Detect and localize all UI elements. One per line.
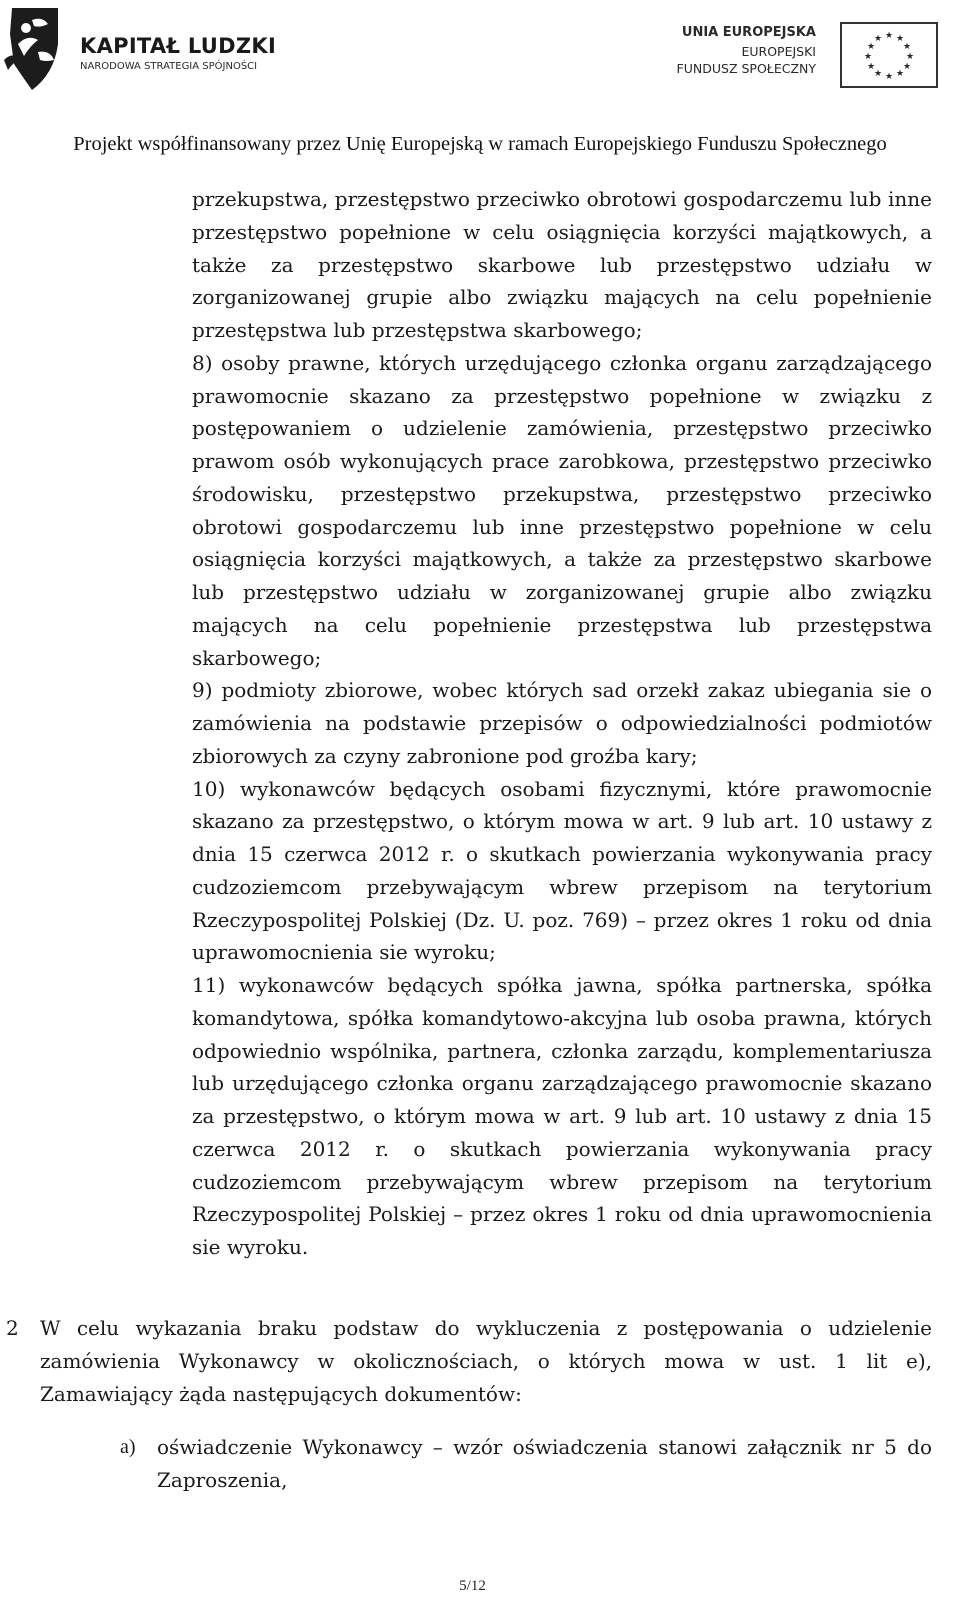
list-item-11: 11) wykonawców będących spółka jawna, spółka partnerska, spółka komandytowa, spółka komandytowo-akcyjna lub osoba prawna, których odpowiednio wspólnika, partnera, członka zarządu, komplementariusza lub urzędującego członka organu zarządzającego prawomocnie skazano za przestępstwo, o którym mowa w art. 9 lub art. 10 ustawy z dnia 15 czerwca 2012 r. o skutkach powierzania wykonywania pracy cudzoziemcom przebywającym wbrew przepisom na terytorium Rzeczypospolitej Polskiej – przez okres 1 roku od dnia uprawomocnienia sie wyroku. [192, 973, 932, 1259]
exclusion-list-continuation [192, 183, 932, 1264]
cofinancing-notice: Projekt współfinansowany przez Unię Europejską w ramach Europejskiego Funduszu Społecznego [73, 133, 887, 155]
svg-text:★: ★ [895, 69, 905, 79]
item-a-text: oświadczenie Wykonawcy – wzór oświadczenia stanowi załącznik nr 5 do Zaproszenia, [157, 1435, 932, 1492]
eu-logo-line2: EUROPEJSKI [741, 44, 816, 59]
page-number: 5/12 [459, 1578, 486, 1594]
svg-text:★: ★ [884, 31, 894, 41]
svg-text:★: ★ [902, 42, 912, 52]
kapital-ludzki-logo [2, 4, 292, 92]
svg-text:★: ★ [895, 34, 905, 44]
svg-text:★: ★ [905, 52, 915, 62]
eu-logo-line3: FUNDUSZ SPOŁECZNY [676, 61, 816, 76]
continuation-paragraph: przekupstwa, przestępstwo przeciwko obrotowi gospodarczemu lub inne przestępstwo popełnione w celu osiągnięcia korzyści majątkowych, a także za przestępstwo skarbowe lub przestępstwo udziału w zorganizowanej grupie albo związku mających na celu popełnienie przestępstwa lub przestępstwa skarbowego; [192, 187, 932, 342]
list-item-8: 8) osoby prawne, których urzędującego członka organu zarządzającego prawomocnie skazano za przestępstwo popełnione w związku z postępowaniem o udzielenie zamówienia, przestępstwo przeciwko prawom osób wykonujących prace zarobkowa, przestępstwo przeciwko środowisku, przestępstwo przekupstwa, przestępstwo przeciwko obrotowi gospodarczemu lub inne przestępstwo popełnione w celu osiągnięcia korzyści majątkowych, a także za przestępstwo skarbowe lub przestępstwo udziału w zorganizowanej grupie albo związku mających na celu popełnienie przestępstwa lub przestępstwa skarbowego; [192, 350, 932, 670]
page-header [0, 0, 960, 170]
svg-text:★: ★ [863, 52, 873, 62]
svg-text:★: ★ [866, 42, 876, 52]
list-item-9: 9) podmioty zbiorowe, wobec których sad orzekł zakaz ubiegania sie o zamówienia na podstawie przepisów o odpowiedzialności podmiotów zbiorowych za czyny zabronione pod groźba kary; [192, 678, 932, 768]
svg-text:★: ★ [873, 34, 883, 44]
list-item-10: 10) wykonawców będących osobami fizycznymi, które prawomocnie skazano za przestępstwo, o którym mowa w art. 9 lub art. 10 ustawy z dnia 15 czerwca 2012 r. o skutkach powierzania wykonywania pracy cudzoziemcom przebywającym wbrew przepisom na terytorium Rzeczypospolitej Polskiej (Dz. U. poz. 769) – przez okres 1 roku od dnia uprawomocnienia sie wyroku; [192, 776, 932, 965]
eu-flag-icon [840, 22, 938, 88]
kapital-ludzki-subtitle: NARODOWA STRATEGIA SPÓJNOŚCI [80, 61, 258, 72]
svg-text:★: ★ [884, 72, 894, 82]
svg-text:★: ★ [902, 62, 912, 72]
section-2-number: 2 [6, 1316, 19, 1340]
item-a-marker: a) [120, 1436, 136, 1458]
kapital-ludzki-emblem-icon [2, 4, 72, 92]
svg-text:★: ★ [873, 69, 883, 79]
kapital-ludzki-title: KAPITAŁ LUDZKI [80, 34, 277, 58]
svg-text:★: ★ [866, 62, 876, 72]
eu-logo-line1: UNIA EUROPEJSKA [681, 25, 816, 40]
eu-logo [676, 22, 946, 88]
section-2-text: W celu wykazania braku podstaw do wykluczenia z postępowania o udzielenie zamówienia Wykonawcy w okolicznościach, o których mowa w ust. 1 lit e), Zamawiający żąda następujących dokumentów: [40, 1316, 932, 1406]
